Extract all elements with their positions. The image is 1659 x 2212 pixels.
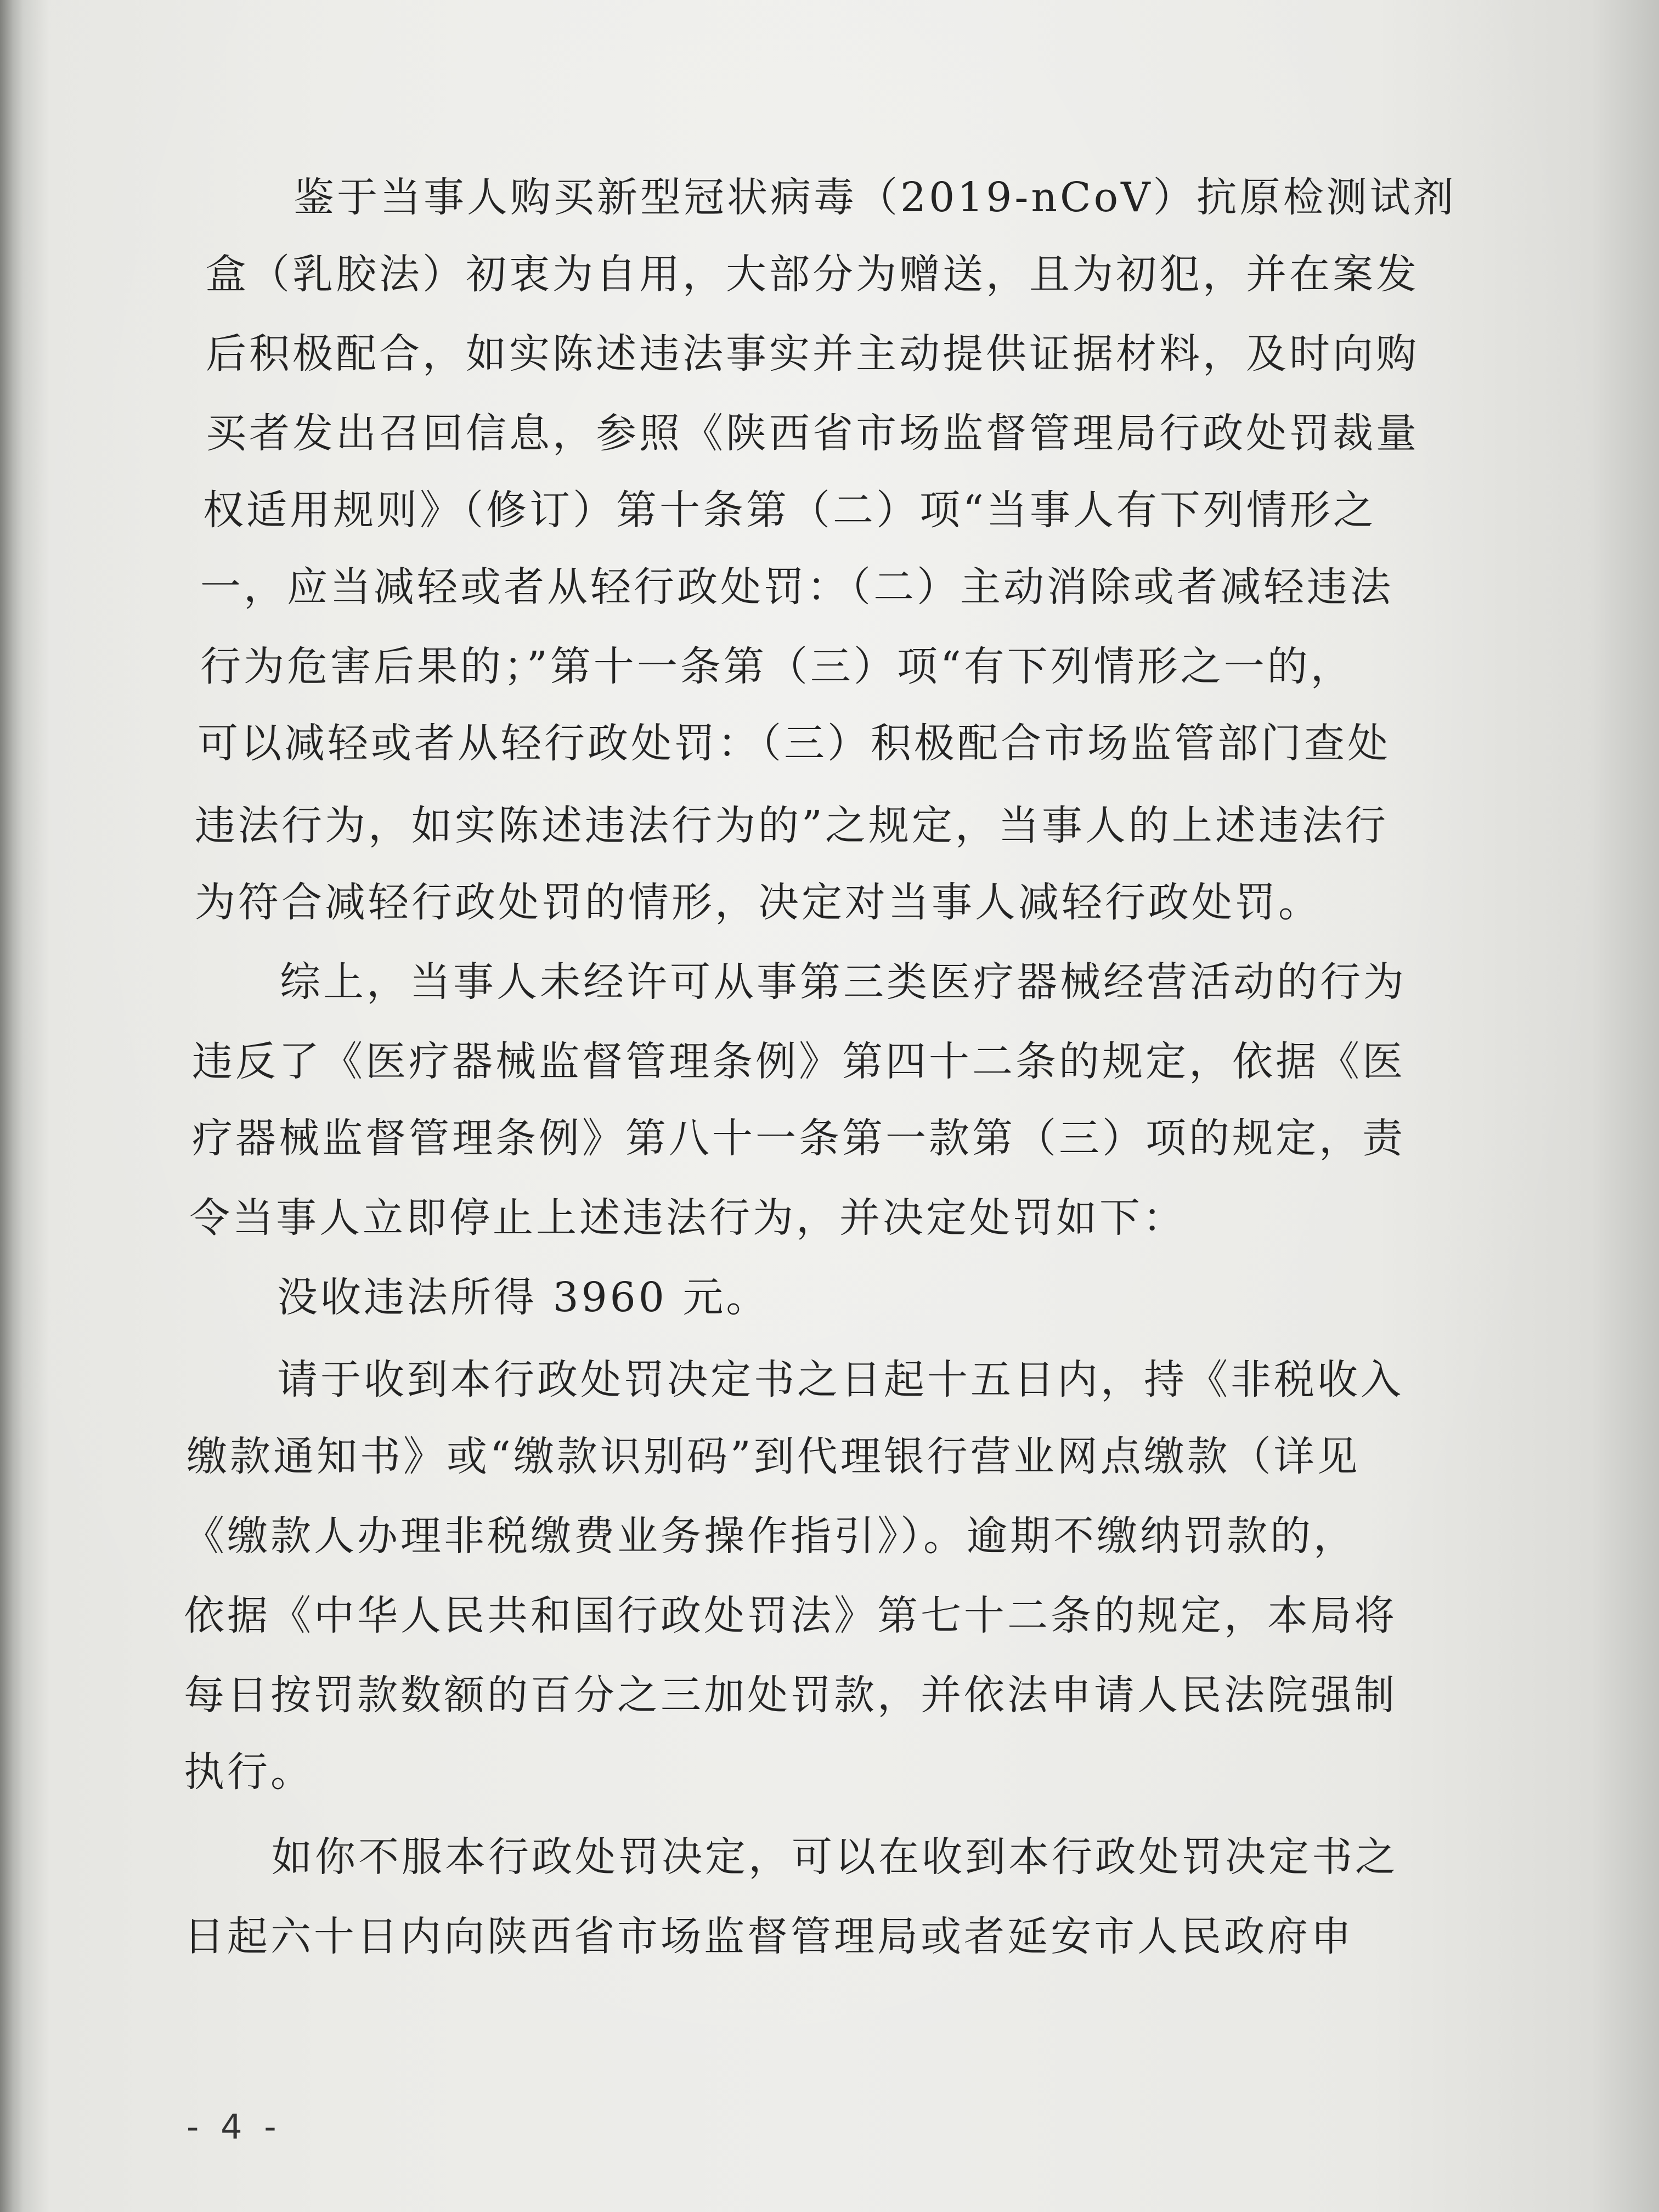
text-line: 权适用规则》（修订）第十条第（二）项“当事人有下列情形之	[203, 487, 1376, 534]
text-line: 可以减轻或者从轻行政处罚：（三）积极配合市场监管部门查处	[198, 720, 1391, 767]
text-line: 违法行为，如实陈述违法行为的”之规定，当事人的上述违法行	[195, 802, 1389, 849]
document-page	[16, 0, 1659, 2212]
text-line: 鉴于当事人购买新型冠状病毒（2019-nCoV）抗原检测试剂	[294, 174, 1457, 221]
text-line: 日起六十日内向陕西省市场监督管理局或者延安市人民政府申	[184, 1913, 1354, 1960]
text-line: 没收违法所得 3960 元。	[277, 1274, 770, 1321]
text-line: 令当事人立即停止上述违法行为，并决定处罚如下：	[189, 1194, 1186, 1242]
text-line: 《缴款人办理非税缴费业务操作指引》）。逾期不缴纳罚款的，	[184, 1513, 1357, 1560]
text-line: 如你不服本行政处罚决定，可以在收到本行政处罚决定书之	[272, 1833, 1398, 1881]
text-line: 缴款通知书》或“缴款识别码”到代理银行营业网点缴款（详见	[187, 1433, 1361, 1480]
text-line: 盒（乳胶法）初衷为自用，大部分为赠送，且为初犯，并在案发	[206, 251, 1419, 298]
text-line: 行为危害后果的；”第十一条第（三）项“有下列情形之一的，	[200, 643, 1354, 690]
text-line: 综上，当事人未经许可从事第三类医疗器械经营活动的行为	[280, 958, 1407, 1006]
text-line: 执行。	[184, 1748, 314, 1796]
page-number: - 4 -	[187, 2107, 282, 2147]
text-line: 请于收到本行政处罚决定书之日起十五日内，持《非税收入	[277, 1356, 1404, 1403]
text-line: 违反了《医疗器械监督管理条例》第四十二条的规定，依据《医	[192, 1038, 1406, 1085]
text-line: 疗器械监督管理条例》第八十一条第一款第（三）项的规定，责	[192, 1115, 1406, 1162]
text-line: 每日按罚款数额的百分之三加处罚款，并依法申请人民法院强制	[184, 1672, 1397, 1719]
text-line: 为符合减轻行政处罚的情形，决定对当事人减轻行政处罚。	[195, 879, 1322, 926]
text-line: 一，应当减轻或者从轻行政处罚：（二）主动消除或者减轻违法	[200, 563, 1393, 611]
text-line: 买者发出召回信息，参照《陕西省市场监督管理局行政处罚裁量	[206, 410, 1419, 457]
text-line: 依据《中华人民共和国行政处罚法》第七十二条的规定，本局将	[184, 1592, 1397, 1639]
text-line: 后积极配合，如实陈述违法事实并主动提供证据材料，及时向购	[206, 330, 1419, 377]
